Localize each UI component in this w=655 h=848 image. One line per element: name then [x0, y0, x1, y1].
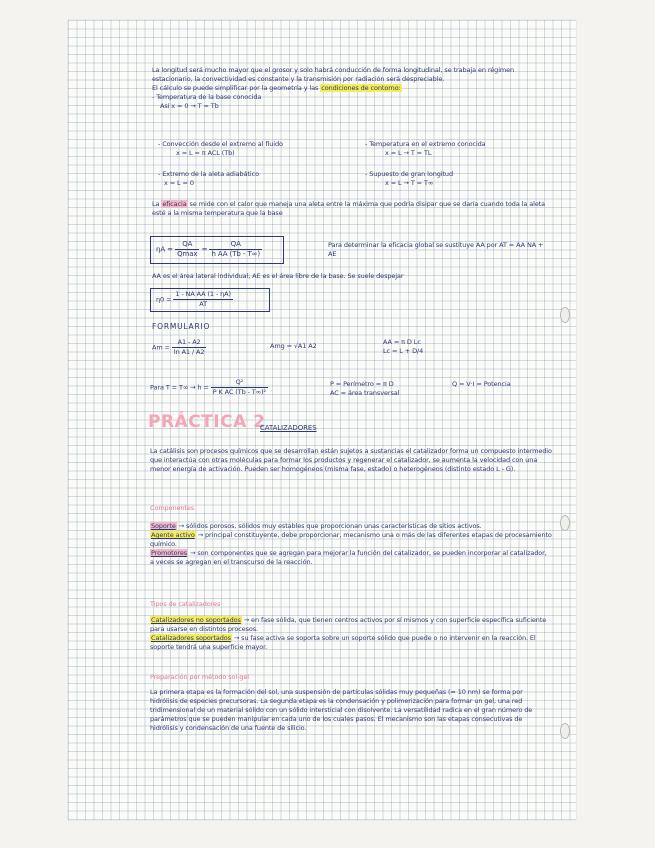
eta0-den: AT [199, 300, 207, 308]
sol-gel-text: La primera etapa es la formación del sol, una suspensión de partículas sólidas muy pequeñas (≈ 10 nm) se forma por hidrólisis de especies precursoras. La segunda etapa es la condensación y polimerización para formar un gel, una red tridimensional de un material sólido con un sólido intersticial con disolvente. La versatilidad radica en el gran número de parámetros que se pueden manipular en cada uno de los cuales pasos. El mecanismo son las etapas consecutivas de hidrólisis y condensación de una fuente de silicio. [150, 688, 533, 732]
am-num: A1 - A2 [172, 338, 206, 348]
am-fraction [172, 338, 206, 357]
types-list [150, 616, 552, 652]
formula-power: Q = V·I = Potencia [452, 380, 511, 388]
global-efficacy-note [328, 241, 553, 259]
formula-mean-area [152, 338, 252, 357]
cross-area-eq: AC = área transversal [330, 389, 400, 397]
support-text: → sólidos porosos, sólidos muy estables que proporcionan unas características de sitios activos. [176, 522, 482, 530]
eta-den-2: h AA (Tb - T∞) [211, 250, 260, 258]
boundary-text: El cálculo se puede simplificar por la geometría y las [152, 84, 321, 92]
condition-convection-eq: x = L = π ACL (Tb) [176, 149, 235, 157]
am-den: ln A1 / A2 [173, 348, 205, 356]
eta0-fraction [173, 290, 233, 309]
condition-convection-text: - Convección desde el extremo al fluido [158, 140, 283, 148]
unsupported-text: → en fase sólida, que tienen centros activos por sí mismos y con superficie específica suficiente para usarse en distintos procesos. [150, 616, 547, 633]
support-label: Soporte [151, 522, 176, 530]
eta-fraction-2 [209, 240, 262, 259]
global-efficacy-text: Para determinar la eficacia global se sustituye AA por AT = AA NA + AE [328, 241, 544, 258]
type-supported [150, 634, 552, 652]
sol-gel-title: Preparación por método sol-gel [150, 673, 249, 681]
condition-adiabatic-eq: x = L = 0 [164, 179, 194, 187]
boundary-highlight: condiciones de contorno: [321, 84, 401, 92]
active-agent-label: Agente activo [151, 531, 195, 539]
condition-long-text: - Supuesto de gran longitud [365, 170, 453, 178]
eta0-label: η0 = [156, 295, 172, 304]
catalysis-text: La catálisis son procesos químicos que se desarrollan están sujetos a sustancias el catalizador forma un compuesto intermedio que interactúa con otras moléculas para formar los productos y regenerar el catalizador, se aumenta la velocidad con una menor energía de activación. Pueden ser homogéneos (misma fase, estado) o heterogéneos (distinto estado L - G). [150, 447, 552, 473]
promoters-text: → son componentes que se agregan para mejorar la función del catalizador, se pueden incorporar al catalizador, a veces se agregan en el transcurso de la reacción. [150, 549, 547, 566]
supported-label: Catalizadores soportados [151, 634, 231, 642]
h-fraction [211, 378, 268, 397]
component-support [150, 522, 552, 531]
components-list [150, 522, 552, 567]
condition-convection [158, 140, 348, 158]
efficacy-paragraph [152, 200, 552, 218]
formula-h [150, 378, 320, 397]
global-efficiency-formula [156, 290, 272, 309]
formula-fin-area [383, 338, 473, 356]
active-agent-text: → principal constituyente, debe proporcionar, mecanismo una o más de las diferentes etapas de procesamiento químico. [150, 531, 552, 548]
efficiency-formula: ηA = $\frac{QA}{Qmax}$ = $\frac{QA}{\text{h AA (Tb - T∞)}}$ [156, 240, 260, 258]
formula-geo-area: Amg = √A1 A2 [270, 342, 317, 350]
condition-end-temp [365, 140, 555, 158]
condition-long-eq: x = L → T = T∞ [385, 179, 434, 187]
component-active-agent [150, 531, 552, 549]
base-temp-line: - Temperatura de la base conocida [152, 93, 262, 101]
eta-label: ηA = [156, 245, 173, 254]
eta-fraction-1 [175, 240, 199, 259]
formulario-title: FORMULARIO [152, 322, 211, 331]
condition-end-temp-eq: x = L → T = TL [385, 149, 432, 157]
practica-subtitle: CATALIZADORES [260, 424, 317, 432]
area-note-text: AA es el área lateral individual, AE es el área libre de la base. Se suele despejar [152, 272, 404, 280]
h-label: Para T = T∞ → h = [150, 383, 209, 392]
type-unsupported [150, 616, 552, 634]
eta-num-1: QA [175, 240, 199, 250]
h-num: Q² [211, 378, 268, 388]
am-label: Am = [152, 343, 170, 352]
condition-adiabatic [158, 170, 348, 188]
sol-gel-paragraph [150, 688, 552, 733]
intro-text: La longitud será mucho mayor que el grosor y solo habrá conducción de forma longitudinal, se trabaja en régimen estacionario, la convectividad es constante y la transmisión por radiación será despreciable. [152, 66, 515, 83]
supported-text: → su fase activa se soporta sobre un soporte sólido que puede o no intervenir en la reacción. El soporte tendrá una superficie mayor. [150, 634, 536, 651]
corrected-length-eq: Lc = L + D/4 [383, 347, 424, 355]
condition-long [365, 170, 555, 188]
components-title: Componentes [150, 504, 195, 512]
eta-den-1: Qmax [177, 250, 198, 258]
area-note [152, 272, 552, 281]
efficacy-text: se mide con el calor que maneja una aleta entre la máxima que podría disipar que se daría cuando toda la aleta esté a la misma temperatura que la base [152, 200, 546, 217]
types-title: Tipos de catalizadores [150, 600, 221, 608]
perimeter-eq: P = Perímetro = π D [330, 380, 394, 388]
efficacy-highlight: eficacia [162, 200, 187, 208]
condition-end-temp-text: - Temperatura en el extremo conocida [365, 140, 486, 148]
practica-title: PRÁCTICA 2 [148, 412, 266, 432]
component-promoters [150, 549, 552, 567]
binder-hole [560, 723, 570, 739]
fin-area-eq: AA = π D Lc [383, 338, 421, 346]
h-den: P K AC (Tb - T∞)² [212, 388, 266, 396]
binder-hole [560, 307, 570, 323]
efficacy-lead: La [152, 200, 162, 208]
condition-adiabatic-text: - Extremo de la aleta adiabático [158, 170, 259, 178]
intro-paragraph [152, 66, 552, 111]
unsupported-label: Catalizadores no soportados [151, 616, 241, 624]
binder-hole [560, 515, 570, 531]
boundary-line [152, 84, 552, 93]
formula-perimeter [330, 380, 440, 398]
catalysis-paragraph [150, 447, 552, 474]
eta-num-2: QA [209, 240, 262, 250]
base-temp-eq: Así x = 0 → T = Tb [160, 102, 219, 110]
eta0-num: 1 - NA AA (1 - ηA) [175, 290, 231, 298]
promoters-label: Promotores [151, 549, 188, 557]
